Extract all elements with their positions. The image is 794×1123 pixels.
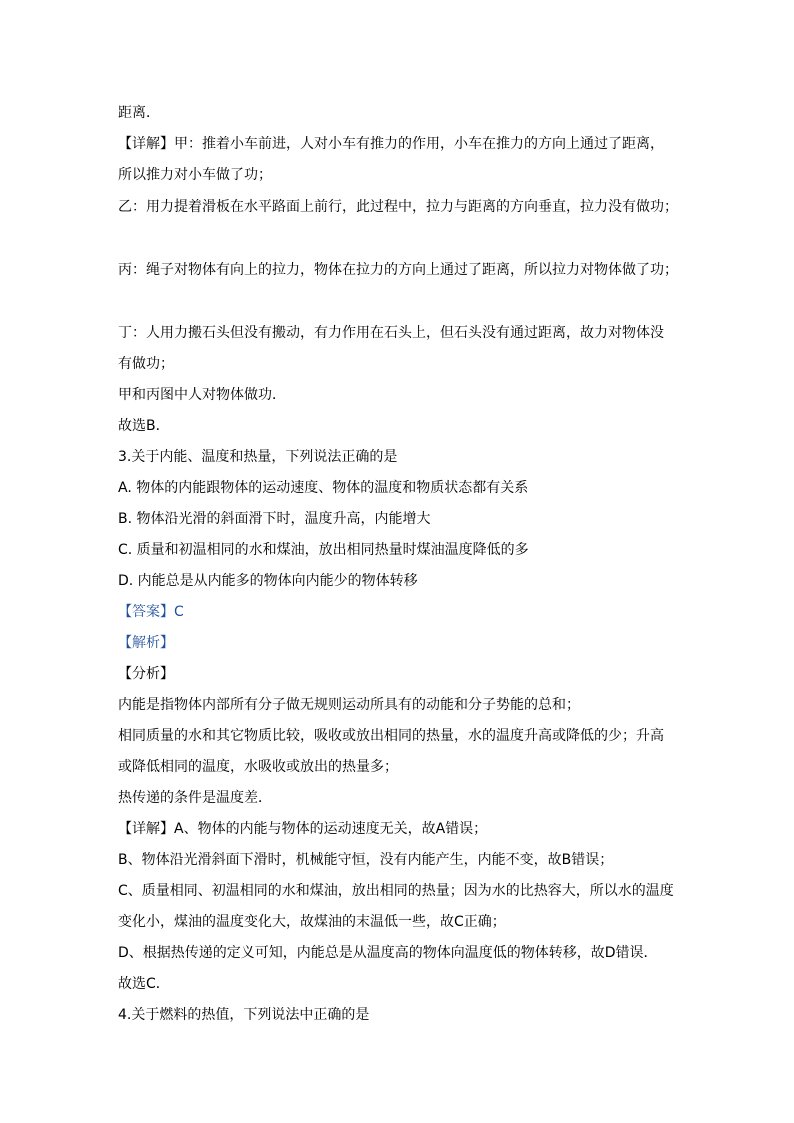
option-d: D. 内能总是从内能多的物体向内能少的物体转移 — [118, 573, 418, 589]
text-line: 热传递的条件是温度差． — [118, 790, 272, 806]
text-line: B、物体沿光滑斜面下滑时，机械能守恒，没有内能产生，内能不变，故B错误； — [118, 852, 614, 868]
text-line: 【详解】甲：推着小车前进，人对小车有推力的作用，小车在推力的方向上通过了距离， — [118, 136, 664, 152]
question-title: 3.关于内能、温度和热量，下列说法正确的是 — [118, 449, 398, 465]
text-line: 【详解】A、物体的内能与物体的运动速度无关，故A错误； — [118, 821, 488, 837]
answer-tag: 【答案】C — [118, 604, 184, 620]
text-line: 变化小，煤油的温度变化大，故煤油的末温低一些，故C正确； — [118, 914, 506, 930]
text-line: 丁：人用力搬石头但没有搬动，有力作用在石头上，但石头没有通过距离，故力对物体没 — [118, 325, 664, 341]
text-line: 丙：绳子对物体有向上的拉力，物体在拉力的方向上通过了距离，所以拉力对物体做了功； — [118, 262, 678, 278]
text-line: 所以推力对小车做了功； — [118, 167, 272, 183]
text-line: 相同质量的水和其它物质比较，吸收或放出相同的热量，水的温度升高或降低的少；升高 — [118, 728, 664, 744]
text-line: 距离． — [118, 105, 160, 121]
question-title: 4.关于燃料的热值，下列说法中正确的是 — [118, 1007, 370, 1023]
option-c: C. 质量和初温相同的水和煤油，放出相同热量时煤油温度降低的多 — [118, 542, 529, 558]
analysis-tag: 【解析】 — [118, 635, 174, 651]
text-line: 甲和丙图中人对物体做功． — [118, 387, 286, 403]
text-line: 故选B． — [118, 418, 170, 434]
text-line: 有做功； — [118, 356, 174, 372]
text-line: 故选C． — [118, 976, 170, 992]
option-a: A. 物体的内能跟物体的运动速度、物体的温度和物质状态都有关系 — [118, 480, 529, 496]
text-line: 【分析】 — [118, 666, 174, 682]
text-line: C、质量相同、初温相同的水和煤油，放出相同的热量；因为水的比热容大，所以水的温度 — [118, 883, 674, 899]
text-line: 内能是指物体内部所有分子做无规则运动所具有的动能和分子势能的总和； — [118, 697, 580, 713]
text-line: 或降低相同的温度，水吸收或放出的热量多； — [118, 759, 398, 775]
text-line: D、根据热传递的定义可知，内能总是从温度高的物体向温度低的物体转移，故D错误． — [118, 945, 658, 961]
text-line: 乙：用力提着滑板在水平路面上前行，此过程中，拉力与距离的方向垂直，拉力没有做功； — [118, 199, 678, 215]
option-b: B. 物体沿光滑的斜面滑下时，温度升高，内能增大 — [118, 511, 431, 527]
